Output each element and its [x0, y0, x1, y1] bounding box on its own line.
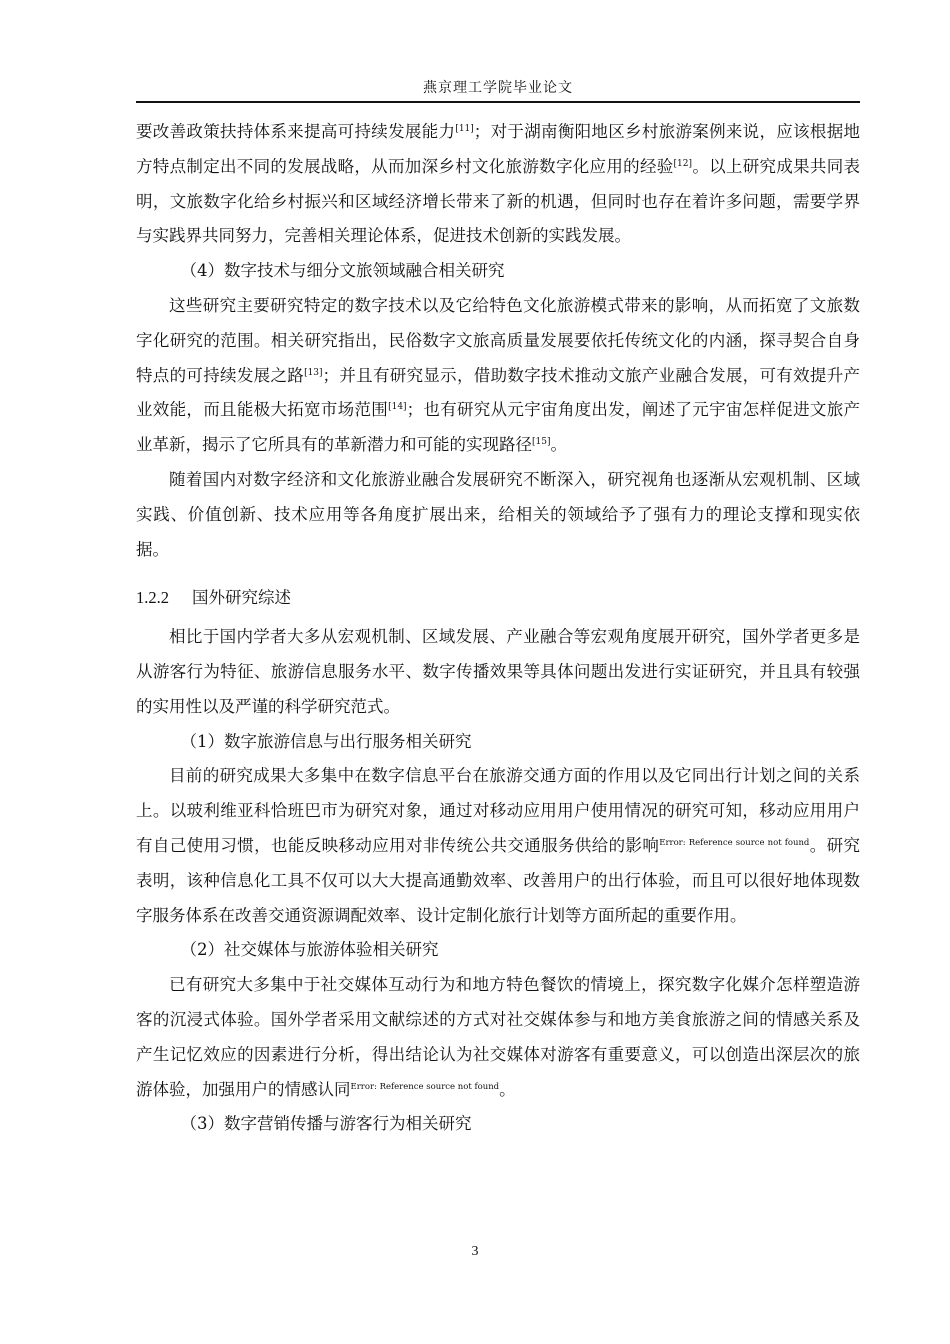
- section-number: 1.2.2: [136, 588, 169, 608]
- subheading: （4）数字技术与细分文旅领域融合相关研究: [180, 261, 505, 281]
- page-number: 3: [471, 1244, 479, 1259]
- paragraph-text: 。以上研究成果共同表明，文旅数字化给乡村振兴和区域经济增长带来了新的机遇，但同时也存在着许多问题，需要学界与实践界共同努力，完善相关理论体系，促进技术创新的实践发展。: [136, 156, 861, 246]
- paragraph: [136, 759, 860, 933]
- citation[interactable]: [14]: [388, 402, 407, 413]
- subheading: （2）社交媒体与旅游体验相关研究: [180, 940, 439, 960]
- paragraph-text: 要改善政策扶持体系来提高可持续发展能力: [136, 122, 456, 141]
- paragraph: 相比于国内学者大多从宏观机制、区域发展、产业融合等宏观角度展开研究，国外学者更多是从游客行为特征、旅游信息服务水平、数字传播效果等具体问题出发进行实证研究，并且具有较强的实用性以及严谨的科学研究范式。: [136, 627, 860, 716]
- reference-error[interactable]: Error: Reference source not found: [659, 837, 810, 848]
- paragraph: [136, 968, 860, 1107]
- paragraph-text: ；并且有研究显示，借助数字技术推动文旅产业融合发展，可有效提升产业效能，而且能极大拓宽市场范围: [136, 365, 861, 420]
- citation[interactable]: [15]: [532, 437, 551, 448]
- reference-error[interactable]: Error: Reference source not found: [350, 1081, 500, 1092]
- paragraph-text: 这些研究主要研究特定的数字技术以及它给特色文化旅游模式带来的影响，从而拓宽了文旅数字化研究的范围。相关研究指出，民俗数字文旅高质量发展要依托传统文化的内涵，探寻契合自身特点的可持续发展之路: [136, 295, 860, 385]
- section-title: 国外研究综述: [192, 588, 291, 608]
- citation[interactable]: [12]: [673, 158, 693, 169]
- subheading: （1）数字旅游信息与出行服务相关研究: [180, 731, 472, 751]
- paragraph-text: 。研究表明，该种信息化工具不仅可以大大提高通勤效率、改善用户的出行体验，而且可以很好地体现数字服务体系在改善交通资源调配效率、设计定制化旅行计划等方面所起的重要作用。: [136, 835, 861, 925]
- paragraph-text: ；对于湖南衡阳地区乡村旅游案例来说，应该根据地方特点制定出不同的发展战略，从而加深乡村文化旅游数字化应用的经验: [136, 122, 861, 176]
- paragraph: [136, 289, 860, 463]
- body-text: [136, 115, 860, 1142]
- paragraph: [136, 115, 860, 254]
- header-rule: [136, 101, 860, 103]
- subheading: （3）数字营销传播与游客行为相关研究: [180, 1114, 472, 1134]
- paragraph-text: ；也有研究从元宇宙角度出发，阐述了元宇宙怎样促进文旅产业革新，揭示了它所具有的革新潜力和可能的实现路径: [136, 400, 861, 455]
- paragraph-text: 。: [499, 1079, 516, 1099]
- paragraph-text: 。: [550, 435, 567, 455]
- citation[interactable]: [11]: [455, 124, 474, 134]
- running-header: 燕京理工学院毕业论文: [423, 80, 573, 96]
- paragraph-text: 已有研究大多集中于社交媒体互动行为和地方特色餐饮的情境上，探究数字化媒介怎样塑造游客的沉浸式体验。国外学者采用文献综述的方式对社交媒体参与和地方美食旅游之间的情感关系及产生记忆效应的因素进行分析，得出结论认为社交媒体对游客有重要意义，可以创造出深层次的旅游体验，加强用户的情感认同: [136, 975, 860, 1099]
- citation[interactable]: [13]: [304, 367, 323, 378]
- paragraph-text: 目前的研究成果大多集中在数字信息平台在旅游交通方面的作用以及它同出行计划之间的关系上。以玻利维亚科恰班巴市为研究对象，通过对移动应用用户使用情况的研究可知，移动应用用户有自己使用习惯，也能反映移动应用对非传统公共交通服务供给的影响: [136, 766, 860, 855]
- paragraph: 随着国内对数字经济和文化旅游业融合发展研究不断深入，研究视角也逐渐从宏观机制、区域实践、价值创新、技术应用等各角度扩展出来，给相关的领域给予了强有力的理论支撑和现实依据。: [136, 469, 860, 559]
- section-heading: [136, 581, 860, 616]
